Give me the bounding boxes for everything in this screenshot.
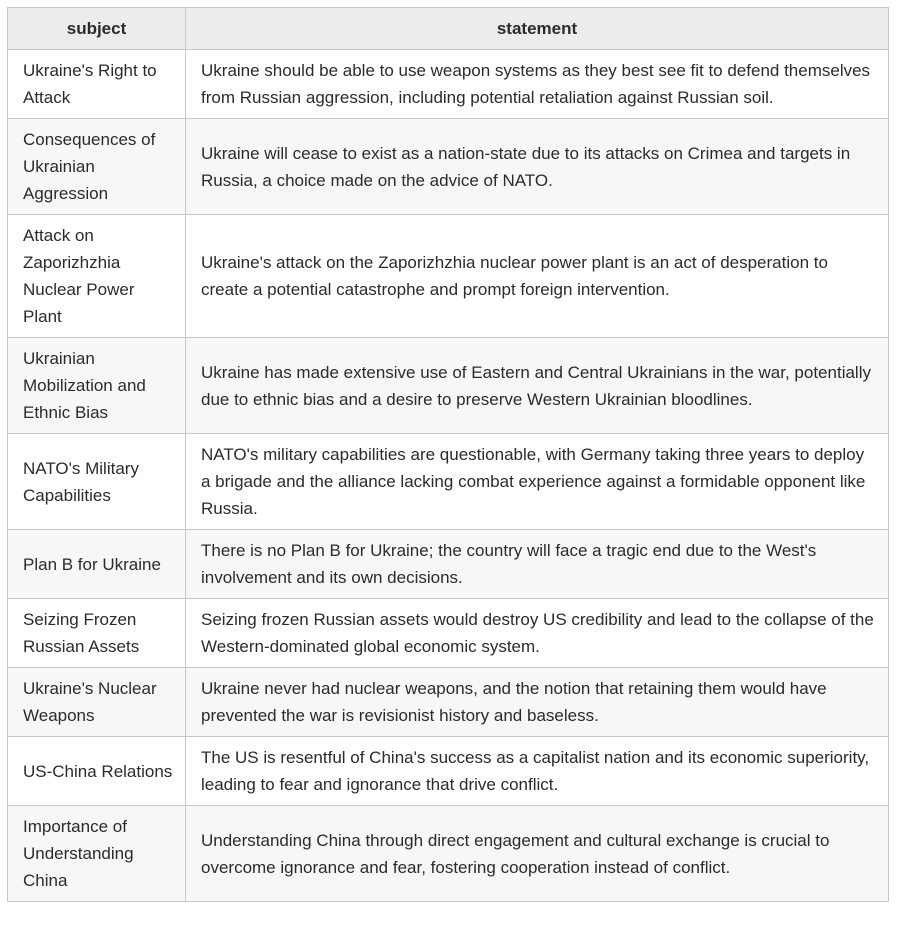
table-row [8,119,889,215]
table-row [8,434,889,530]
header-row [8,8,889,50]
statement-cell: Ukraine should be able to use weapon systems as they best see fit to defend themselves from Russian aggression, including potential retaliation against Russian soil. [186,50,889,119]
subject-cell: Seizing Frozen Russian Assets [8,599,186,668]
table-row [8,668,889,737]
table-row [8,530,889,599]
table-row [8,806,889,902]
statement-cell: Ukraine has made extensive use of Eastern and Central Ukrainians in the war, potentially due to ethnic bias and a desire to preserve Western Ukrainian bloodlines. [186,338,889,434]
statement-cell: Ukraine never had nuclear weapons, and the notion that retaining them would have prevented the war is revisionist history and baseless. [186,668,889,737]
statement-cell: Understanding China through direct engagement and cultural exchange is crucial to overcome ignorance and fear, fostering cooperation instead of conflict. [186,806,889,902]
data-table [7,7,889,902]
table-row [8,50,889,119]
statement-cell: Ukraine's attack on the Zaporizhzhia nuclear power plant is an act of desperation to create a potential catastrophe and prompt foreign intervention. [186,215,889,338]
subject-cell: Consequences of Ukrainian Aggression [8,119,186,215]
statement-cell: Ukraine will cease to exist as a nation-state due to its attacks on Crimea and targets in Russia, a choice made on the advice of NATO. [186,119,889,215]
table-row [8,338,889,434]
statement-cell: There is no Plan B for Ukraine; the country will face a tragic end due to the West's involvement and its own decisions. [186,530,889,599]
subject-cell: Ukrainian Mobilization and Ethnic Bias [8,338,186,434]
table-row [8,215,889,338]
subject-cell: Importance of Understanding China [8,806,186,902]
subject-cell: Ukraine's Right to Attack [8,50,186,119]
column-header-statement[interactable]: statement [186,8,889,50]
subject-cell: NATO's Military Capabilities [8,434,186,530]
subject-cell: Ukraine's Nuclear Weapons [8,668,186,737]
subject-cell: US-China Relations [8,737,186,806]
table-row [8,599,889,668]
table-container [7,7,888,902]
table-row [8,737,889,806]
statement-cell: NATO's military capabilities are questionable, with Germany taking three years to deploy a brigade and the alliance lacking combat experience against a formidable opponent like Russia. [186,434,889,530]
subject-cell: Attack on Zaporizhzhia Nuclear Power Plant [8,215,186,338]
statement-cell: Seizing frozen Russian assets would destroy US credibility and lead to the collapse of the Western-dominated global economic system. [186,599,889,668]
subject-cell: Plan B for Ukraine [8,530,186,599]
column-header-subject[interactable]: subject [8,8,186,50]
statement-cell: The US is resentful of China's success as a capitalist nation and its economic superiority, leading to fear and ignorance that drive conflict. [186,737,889,806]
